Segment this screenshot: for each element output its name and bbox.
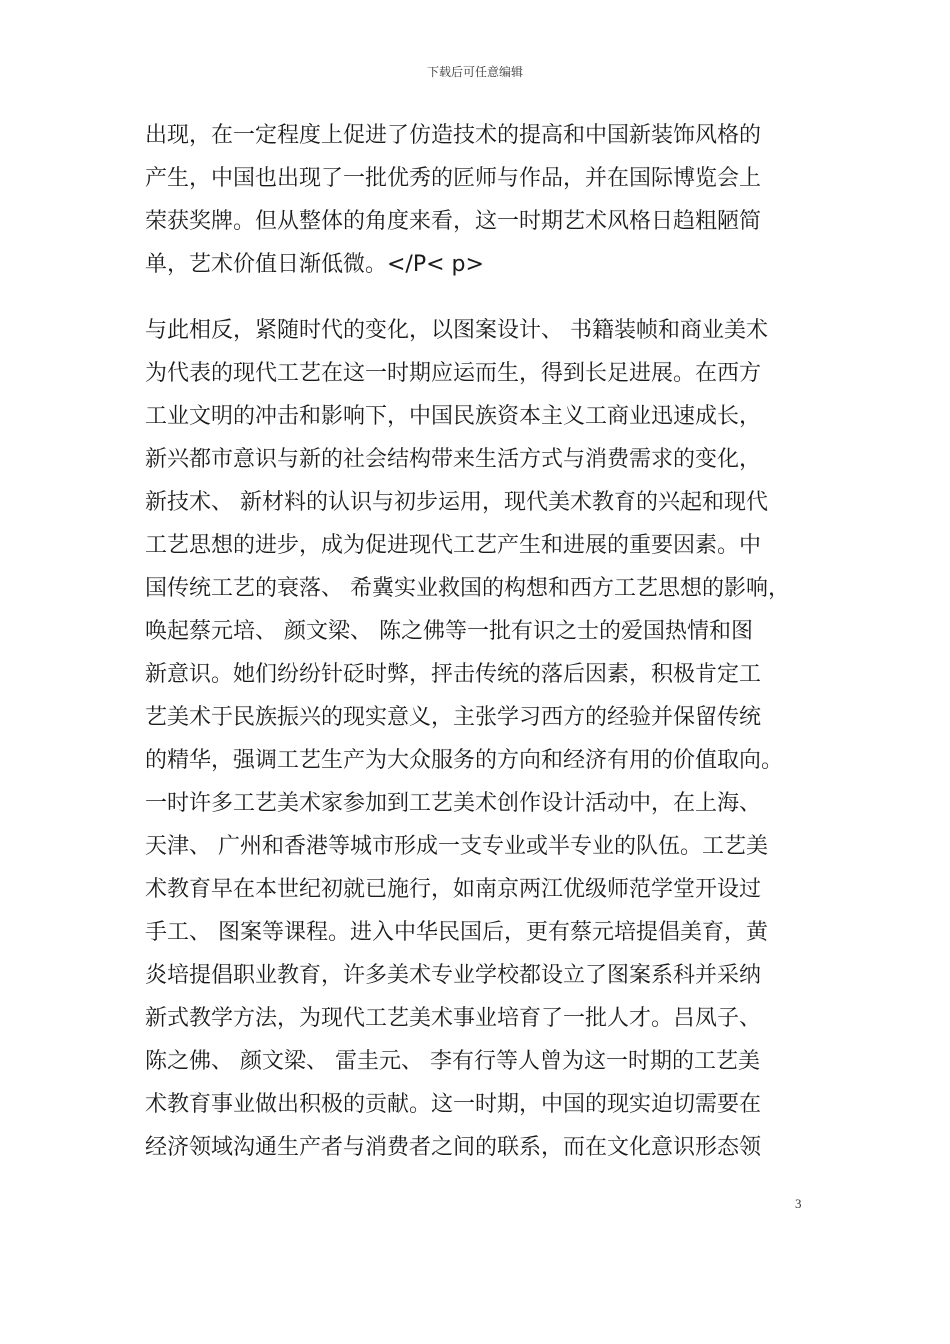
text-line: 出现，在一定程度上促进了仿造技术的提高和中国新装饰风格的 bbox=[145, 123, 762, 148]
text-line: 工艺思想的进步，成为促进现代工艺产生和进展的重要因素。中 bbox=[145, 533, 762, 558]
text-line: 新兴都市意识与新的社会结构带来生活方式与消费需求的变化， bbox=[145, 447, 762, 472]
text-line: 经济领域沟通生产者与消费者之间的联系，而在文化意识形态领 bbox=[145, 1135, 762, 1160]
paragraph bbox=[145, 309, 825, 1169]
text-line: 艺美术于民族振兴的现实意义，主张学习西方的经验并保留传统 bbox=[145, 705, 762, 730]
text-line: 唤起蔡元培、 颜文梁、 陈之佛等一批有识之士的爱国热情和图 bbox=[145, 619, 753, 644]
text-line: 天津、 广州和香港等城市形成一支专业或半专业的队伍。工艺美 bbox=[145, 834, 768, 859]
text-line: 术教育早在本世纪初就已施行，如南京两江优级师范学堂开设过 bbox=[145, 877, 762, 902]
text-line: 荣获奖牌。但从整体的角度来看，这一时期艺术风格日趋粗陋简 bbox=[145, 209, 762, 234]
text-line: 炎培提倡职业教育，许多美术专业学校都设立了图案系科并采纳 bbox=[145, 963, 762, 988]
text-line: 国传统工艺的衰落、 希冀实业救国的构想和西方工艺思想的影响， bbox=[145, 576, 790, 601]
text-line: 术教育事业做出积极的贡献。这一时期，中国的现实迫切需要在 bbox=[145, 1092, 762, 1117]
text-line: 手工、 图案等课程。进入中华民国后，更有蔡元培提倡美育，黄 bbox=[145, 920, 768, 945]
page-number: 3 bbox=[795, 1196, 802, 1211]
text-line: 与此相反，紧随时代的变化，以图案设计、 书籍装帧和商业美术 bbox=[145, 318, 768, 343]
text-line: 单，艺术价值日渐低微。</P< p> bbox=[145, 252, 484, 277]
page-header: 下载后可任意编辑 bbox=[426, 65, 523, 79]
text-line: 新式教学方法，为现代工艺美术事业培育了一批人才。吕凤子、 bbox=[145, 1006, 762, 1031]
text-line: 新技术、 新材料的认识与初步运用，现代美术教育的兴起和现代 bbox=[145, 490, 768, 515]
text-line: 一时许多工艺美术家参加到工艺美术创作设计活动中，在上海、 bbox=[145, 791, 762, 816]
text-line: 陈之佛、 颜文梁、 雷圭元、 李有行等人曾为这一时期的工艺美 bbox=[145, 1049, 760, 1074]
text-line: 工业文明的冲击和影响下，中国民族资本主义工商业迅速成长， bbox=[145, 404, 762, 429]
text-line: 的精华，强调工艺生产为大众服务的方向和经济有用的价值取向。 bbox=[145, 748, 784, 773]
text-line: 产生，中国也出现了一批优秀的匠师与作品，并在国际博览会上 bbox=[145, 166, 762, 191]
paragraph bbox=[145, 114, 825, 286]
text-line: 新意识。她们纷纷针砭时弊，抨击传统的落后因素，积极肯定工 bbox=[145, 662, 762, 687]
text-line: 为代表的现代工艺在这一时期应运而生，得到长足进展。在西方 bbox=[145, 361, 762, 386]
